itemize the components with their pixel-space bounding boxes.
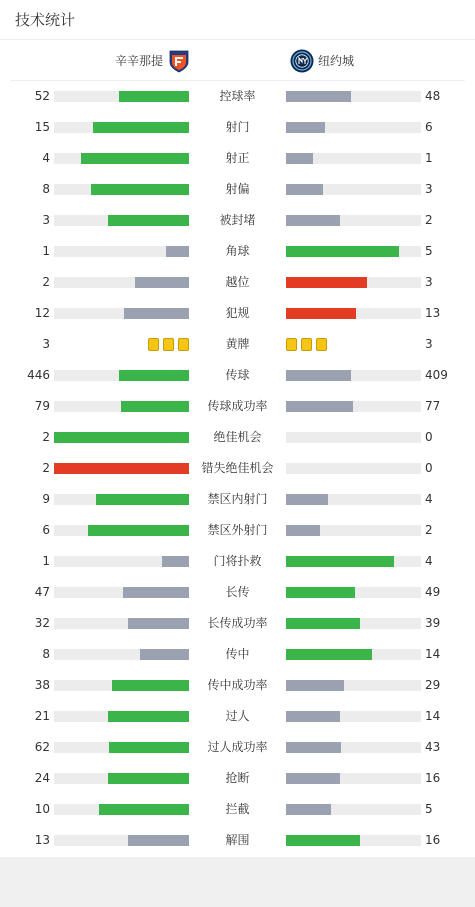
away-bar-track: [286, 680, 421, 691]
stat-row: [0, 298, 475, 329]
stat-label: 禁区外射门: [207, 523, 268, 537]
home-bar-track: [54, 463, 189, 474]
home-value: 2: [42, 275, 50, 289]
away-bar-track: [286, 556, 421, 567]
home-value: 12: [34, 306, 50, 320]
stat-label: 被封堵: [219, 213, 256, 227]
home-bar-track: [54, 649, 189, 660]
home-bar: [108, 773, 189, 784]
home-value: 62: [34, 740, 50, 754]
home-value: 1: [42, 554, 50, 568]
away-bar: [286, 215, 340, 226]
home-bar: [108, 711, 189, 722]
away-bar: [286, 308, 356, 319]
home-bar: [123, 587, 189, 598]
away-bar-track: [286, 215, 421, 226]
home-value: 10: [34, 802, 50, 816]
stat-row: [0, 112, 475, 143]
away-value: 0: [425, 430, 433, 444]
away-bar: [286, 804, 331, 815]
stat-row: [0, 608, 475, 639]
away-bar: [286, 556, 394, 567]
home-bar: [88, 525, 189, 536]
away-value: 6: [425, 120, 433, 134]
away-bar: [286, 91, 351, 102]
home-bar: [112, 680, 189, 691]
away-bar-track: [286, 246, 421, 257]
home-value: 21: [34, 709, 50, 723]
team-header: [10, 40, 465, 81]
away-bar-track: [286, 742, 421, 753]
home-bar: [96, 494, 189, 505]
page-title: 技术统计: [0, 0, 475, 40]
home-bar: [81, 153, 189, 164]
home-bar: [140, 649, 189, 660]
away-bar: [286, 184, 323, 195]
stat-label: 传球成功率: [207, 399, 268, 413]
home-bar-track: [54, 587, 189, 598]
away-bar-track: [286, 184, 421, 195]
away-bar-track: [286, 122, 421, 133]
home-bar: [128, 835, 189, 846]
home-bar-track: [54, 432, 189, 443]
away-value: 2: [425, 213, 433, 227]
home-value: 3: [42, 337, 50, 351]
stat-label: 绝佳机会: [213, 430, 262, 444]
away-bar: [286, 711, 340, 722]
away-bar-track: [286, 618, 421, 629]
stat-label: 传中: [225, 647, 250, 661]
away-value: 77: [425, 399, 441, 413]
away-value: 409: [425, 368, 448, 382]
home-value: 8: [42, 182, 50, 196]
home-value: 13: [34, 833, 50, 847]
stat-row: [0, 546, 475, 577]
home-value: 24: [34, 771, 50, 785]
away-bar: [286, 246, 399, 257]
away-value: 4: [425, 554, 433, 568]
away-bar: [286, 370, 351, 381]
stat-row: [0, 205, 475, 236]
yellow-card-icon: [316, 338, 327, 351]
home-bar-track: [54, 122, 189, 133]
away-bar-track: [286, 835, 421, 846]
nycfc-logo-icon: [290, 49, 314, 73]
home-bar-track: [54, 618, 189, 629]
stat-row: [0, 267, 475, 298]
home-bar-track: [54, 804, 189, 815]
home-value: 52: [34, 89, 50, 103]
stat-row: [0, 422, 475, 453]
away-value: 48: [425, 89, 441, 103]
stat-row: [0, 174, 475, 205]
away-value: 5: [425, 802, 433, 816]
stat-row: [0, 360, 475, 391]
away-value: 14: [425, 647, 441, 661]
stat-row: [0, 329, 475, 360]
home-bar-track: [54, 277, 189, 288]
home-value: 79: [34, 399, 50, 413]
away-value: 49: [425, 585, 441, 599]
stat-label: 过人: [225, 709, 250, 723]
home-bar: [162, 556, 189, 567]
home-bar: [128, 618, 189, 629]
yellow-card-icon: [148, 338, 159, 351]
stat-row: [0, 143, 475, 174]
away-bar: [286, 742, 341, 753]
stat-label: 长传: [225, 585, 250, 599]
home-value: 47: [34, 585, 50, 599]
home-bar-track: [54, 246, 189, 257]
home-bar-track: [54, 711, 189, 722]
home-bar-track: [54, 184, 189, 195]
yellow-card-icon: [301, 338, 312, 351]
stat-row: [0, 794, 475, 825]
home-bar-track: [54, 308, 189, 319]
home-bar-track: [54, 742, 189, 753]
stat-label: 错失绝佳机会: [201, 461, 274, 475]
stat-label: 黄牌: [225, 337, 250, 351]
away-bar-track: [286, 649, 421, 660]
away-team-name: 纽约城: [318, 54, 355, 68]
stat-row: [0, 639, 475, 670]
home-bar-track: [54, 370, 189, 381]
home-team-name: 辛辛那提: [114, 54, 163, 68]
stat-label: 犯规: [225, 306, 250, 320]
away-bar-track: [286, 804, 421, 815]
stat-label: 长传成功率: [207, 616, 268, 630]
home-bar: [108, 215, 189, 226]
stat-label: 传球: [225, 368, 250, 382]
away-bar-track: [286, 401, 421, 412]
stat-row: [0, 670, 475, 701]
away-value: 3: [425, 182, 433, 196]
stat-label: 角球: [225, 244, 250, 258]
away-bar: [286, 835, 360, 846]
home-value: 1: [42, 244, 50, 258]
away-bar: [286, 525, 320, 536]
away-bar: [286, 277, 367, 288]
home-bar-track: [54, 835, 189, 846]
away-bar-track: [286, 587, 421, 598]
stat-row: [0, 732, 475, 763]
away-value: 14: [425, 709, 441, 723]
stat-row: [0, 825, 475, 856]
home-bar: [91, 184, 189, 195]
stat-row: [0, 484, 475, 515]
home-value: 2: [42, 430, 50, 444]
away-value: 29: [425, 678, 441, 692]
away-value: 43: [425, 740, 441, 754]
away-value: 3: [425, 275, 433, 289]
home-value: 4: [42, 151, 50, 165]
away-bar: [286, 587, 355, 598]
home-bar: [54, 432, 189, 443]
home-value: 6: [42, 523, 50, 537]
stat-label: 拦截: [225, 802, 250, 816]
home-value: 9: [42, 492, 50, 506]
away-bar-track: [286, 432, 421, 443]
away-value: 16: [425, 833, 441, 847]
away-value: 16: [425, 771, 441, 785]
stat-row: [0, 701, 475, 732]
away-bar: [286, 401, 353, 412]
away-value: 2: [425, 523, 433, 537]
stat-label: 射门: [225, 120, 250, 134]
away-bar-track: [286, 494, 421, 505]
away-value: 39: [425, 616, 441, 630]
home-value: 2: [42, 461, 50, 475]
home-bar: [99, 804, 189, 815]
away-team[interactable]: [290, 40, 354, 81]
away-bar: [286, 618, 360, 629]
away-bar: [286, 773, 340, 784]
home-bar-track: [54, 91, 189, 102]
home-bar: [54, 463, 189, 474]
yellow-card-icon: [163, 338, 174, 351]
stat-row: [0, 453, 475, 484]
home-bar: [166, 246, 189, 257]
home-value: 446: [27, 368, 50, 382]
away-bar: [286, 494, 328, 505]
away-bar-track: [286, 91, 421, 102]
stat-row: [0, 81, 475, 112]
stat-label: 门将扑救: [213, 554, 262, 568]
away-bar-track: [286, 277, 421, 288]
stat-label: 越位: [225, 275, 250, 289]
away-value: 0: [425, 461, 433, 475]
away-bar-track: [286, 773, 421, 784]
home-value: 3: [42, 213, 50, 227]
home-bar: [119, 370, 189, 381]
away-yellow-cards: [286, 338, 329, 352]
away-value: 5: [425, 244, 433, 258]
home-value: 32: [34, 616, 50, 630]
away-bar-track: [286, 525, 421, 536]
home-bar-track: [54, 401, 189, 412]
stat-row: [0, 577, 475, 608]
away-value: 3: [425, 337, 433, 351]
stat-label: 抢断: [225, 771, 250, 785]
home-bar-track: [54, 680, 189, 691]
away-bar-track: [286, 308, 421, 319]
home-value: 8: [42, 647, 50, 661]
home-value: 38: [34, 678, 50, 692]
away-bar-track: [286, 153, 421, 164]
home-bar: [119, 91, 189, 102]
stat-label: 解围: [225, 833, 250, 847]
home-bar: [109, 742, 189, 753]
away-bar: [286, 122, 325, 133]
home-bar: [93, 122, 189, 133]
away-bar: [286, 153, 313, 164]
home-bar-track: [54, 494, 189, 505]
stat-row: [0, 515, 475, 546]
away-bar: [286, 680, 344, 691]
away-bar-track: [286, 463, 421, 474]
away-value: 13: [425, 306, 441, 320]
away-value: 1: [425, 151, 433, 165]
yellow-card-icon: [178, 338, 189, 351]
stat-label: 射偏: [225, 182, 250, 196]
home-bar-track: [54, 773, 189, 784]
stat-row: [0, 763, 475, 794]
stat-row: [0, 391, 475, 422]
stat-label: 控球率: [219, 89, 256, 103]
stat-label: 传中成功率: [207, 678, 268, 692]
home-bar-track: [54, 556, 189, 567]
away-value: 4: [425, 492, 433, 506]
away-bar: [286, 649, 372, 660]
yellow-card-icon: [286, 338, 297, 351]
stats-list: [0, 81, 475, 856]
home-value: 15: [34, 120, 50, 134]
fc-cincinnati-logo-icon: [167, 49, 191, 73]
home-yellow-cards: [146, 338, 189, 352]
stat-label: 禁区内射门: [207, 492, 268, 506]
home-team[interactable]: [115, 40, 191, 81]
stat-row: [0, 236, 475, 267]
stat-label: 射正: [225, 151, 250, 165]
home-bar-track: [54, 525, 189, 536]
home-bar: [124, 308, 189, 319]
home-bar-track: [54, 153, 189, 164]
home-bar-track: [54, 215, 189, 226]
stat-label: 过人成功率: [207, 740, 268, 754]
away-bar-track: [286, 370, 421, 381]
away-bar-track: [286, 711, 421, 722]
home-bar: [135, 277, 189, 288]
home-bar: [121, 401, 189, 412]
